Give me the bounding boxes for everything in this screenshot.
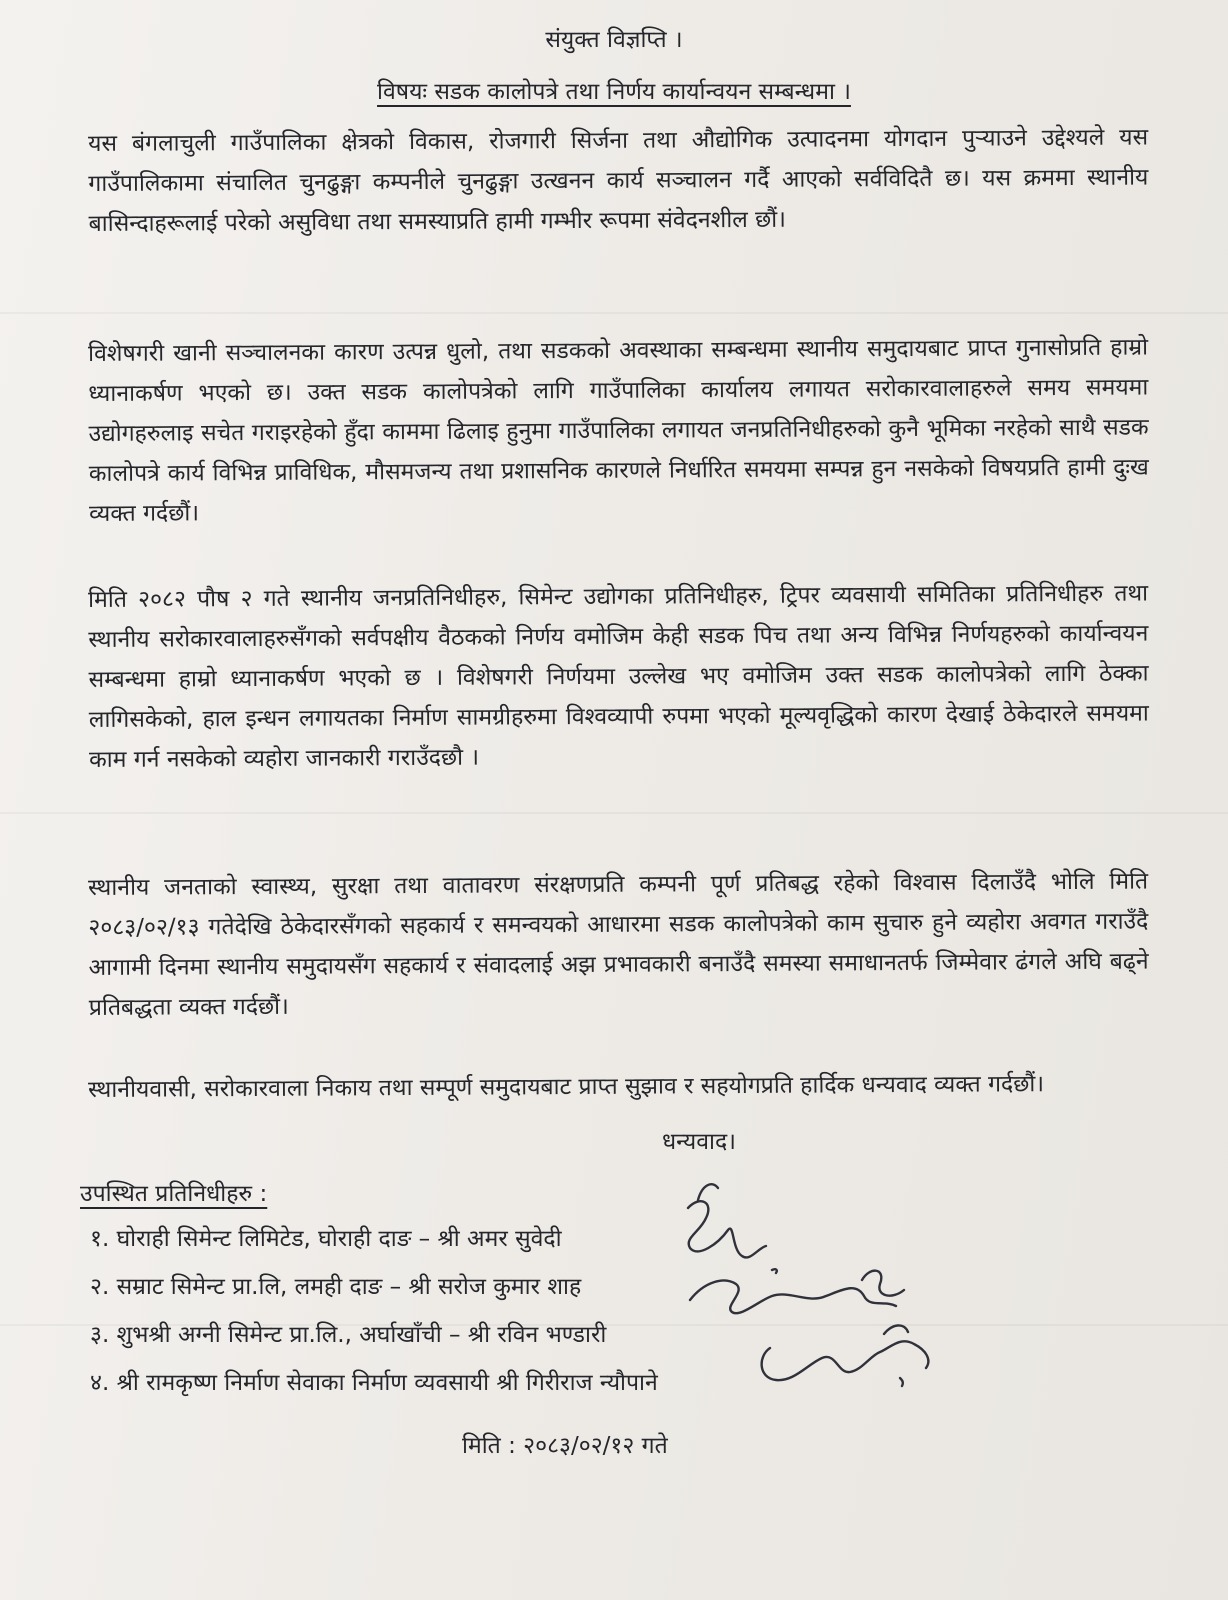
paragraph-5: स्थानीयवासी, सरोकारवाला निकाय तथा सम्पूर्ण समुदायबाट प्राप्त सुझाव र सहयोगप्रति हार्दिक धन्यवाद व्यक्त गर्दछौं। (88, 1071, 1045, 1103)
paper-crease (0, 812, 1228, 814)
list-item: १. घोराही सिमेन्ट लिमिटेड, घोराही दाङ – श्री अमर सुवेदी (90, 1226, 562, 1252)
list-item: २. सम्राट सिमेन्ट प्रा.लि, लमही दाङ – श्री सरोज कुमार शाह (90, 1274, 582, 1300)
signature-2 (690, 1271, 904, 1314)
representatives-heading: उपस्थित प्रतिनिधीहरु : (80, 1181, 268, 1207)
paragraph-1: यस बंगलाचुली गाउँपालिका क्षेत्रको विकास, रोजगारी सिर्जना तथा औद्योगिक उत्पादनमा योगदान पुर्‍याउने उद्देश्यले यस गाउँपालिकामा संचालित चुनढुङ्गा कम्पनीले चुनढुङ्गा उत्खनन कार्य सञ्चालन गर्दै आएको सर्वविदितै छ। यस क्रममा स्थानीय बासिन्दाहरूलाई परेको असुविधा तथा समस्याप्रति हामी गम्भीर रूपमा संवेदनशील छौं। (88, 124, 1149, 237)
signature-3 (762, 1325, 929, 1386)
list-item: ४. श्री रामकृष्ण निर्माण सेवाका निर्माण व्यवसायी श्री गिरीराज न्यौपाने (90, 1370, 658, 1396)
thanks-text: धन्यवाद। (662, 1129, 736, 1155)
list-item: ३. शुभश्री अग्नी सिमेन्ट प्रा.लि., अर्घाखाँची – श्री रविन भण्डारी (90, 1322, 607, 1348)
paper-crease (0, 312, 1228, 314)
signature-1 (688, 1184, 777, 1273)
paragraph-3: मिति २०८२ पौष २ गते स्थानीय जनप्रतिनिधीहरु, सिमेन्ट उद्योगका प्रतिनिधीहरु, ट्रिपर व्यवसायी समितिका प्रतिनिधीहरु तथा स्थानीय सरोकारवालाहरुसँगको सर्वपक्षीय वैठकको निर्णय वमोजिम केही सडक पिच तथा अन्य विभिन्न निर्णयहरुको कार्यान्वयन सम्बन्धमा हाम्रो ध्यानाकर्षण भएको छ । विशेषगरी निर्णयमा उल्लेख भए वमोजिम उक्त सडक कालोपत्रेको लागि ठेक्का लागिसकेको, हाल इन्धन लगायतका निर्माण सामग्रीहरुमा विश्वव्यापी रुपमा भएको मूल्यवृद्धिको कारण देखाई ठेकेदारले समयमा काम गर्न नसकेको व्यहोरा जानकारी गराउँदछौ । (88, 580, 1149, 773)
paragraph-4: स्थानीय जनताको स्वास्थ्य, सुरक्षा तथा वातावरण संरक्षणप्रति कम्पनी पूर्ण प्रतिबद्ध रहेको विश्वास दिलाउँदै भोलि मिति २०८३/०२/१३ गतेदेखि ठेकेदारसँगको सहकार्य र समन्वयको आधारमा सडक कालोपत्रेको काम सुचारु हुने व्यहोरा अवगत गराउँदै आगामी दिनमा स्थानीय समुदायसँग सहकार्य र संवादलाई अझ प्रभावकारी बनाउँदै समस्या समाधानतर्फ जिम्मेवार ढंगले अघि बढ्ने प्रतिबद्धता व्यक्त गर्दछौं। (88, 868, 1149, 1021)
document-subject (0, 74, 1228, 106)
representatives-list (90, 1215, 658, 1407)
date-line: मिति : २०८३/०२/१२ गते (462, 1433, 668, 1459)
paragraph-2: विशेषगरी खानी सञ्चालनका कारण उत्पन्न धुलो, तथा सडकको अवस्थाका सम्बन्धमा स्थानीय समुदायबाट प्राप्त गुनासोप्रति हाम्रो ध्यानाकर्षण भएको छ। उक्त सडक कालोपत्रेको लागि गाउँपालिका कार्यालय लगायत सरोकारवालाहरुले समय समयमा उद्योगहरुलाइ सचेत गराइरहेको हुँदा काममा ढिलाइ हुनुमा गाउँपालिका लगायत जनप्रतिनिधीहरुको कुनै भूमिका नरहेको साथै सडक कालोपत्रे कार्य विभिन्न प्राविधिक, मौसमजन्य तथा प्रशासनिक कारणले निर्धारित समयमा सम्पन्न हुन नसकेको विषयप्रति हामी दुःख व्यक्त गर्दछौं। (88, 334, 1149, 527)
subject-text: विषयः सडक कालोपत्रे तथा निर्णय कार्यान्वयन सम्बन्धमा । (377, 79, 851, 105)
document-title: संयुक्त विज्ञप्ति । (545, 27, 683, 53)
